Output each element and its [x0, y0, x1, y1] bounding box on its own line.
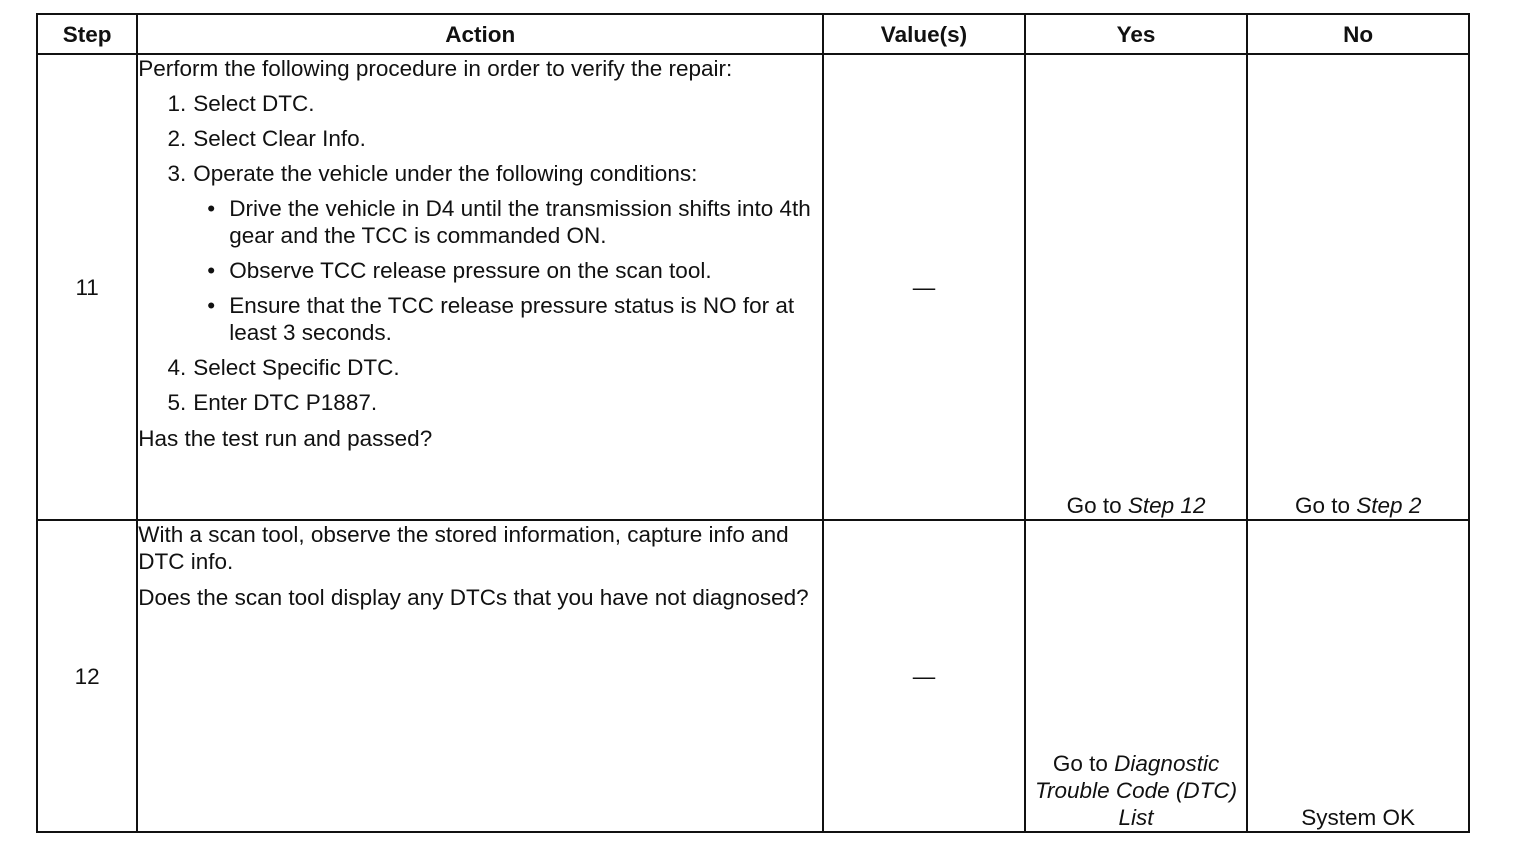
bullet-icon: •: [207, 293, 216, 318]
procedure-step-text: Operate the vehicle under the following conditions:: [193, 161, 698, 186]
condition-list: [193, 195, 822, 346]
action-question: Has the test run and passed?: [138, 426, 433, 451]
procedure-step-text: Enter DTC P1887.: [193, 390, 378, 415]
condition-item: [193, 195, 822, 249]
procedure-step-number: 4.: [167, 355, 187, 380]
value-cell: —: [823, 54, 1025, 520]
bullet-icon: •: [207, 196, 216, 221]
step-number: 12: [37, 520, 137, 832]
table-row-step-11: [37, 54, 1469, 520]
procedure-step-text: Select DTC.: [193, 91, 315, 116]
bullet-icon: •: [207, 258, 216, 283]
diagnostic-table: [36, 13, 1470, 833]
procedure-step-text: Select Clear Info.: [193, 126, 366, 151]
no-cell: System OK: [1247, 520, 1469, 832]
action-question: Does the scan tool display any DTCs that you have not diagnosed?: [138, 585, 809, 610]
procedure-step: [138, 90, 822, 117]
no-step-link[interactable]: Step 2: [1356, 493, 1422, 518]
header-step: Step: [37, 14, 137, 54]
action-intro: Perform the following procedure in order to verify the repair:: [138, 56, 733, 81]
yes-cell: [1025, 520, 1248, 832]
step-number: 11: [37, 54, 137, 520]
header-values: Value(s): [823, 14, 1025, 54]
no-prefix: Go to: [1294, 493, 1357, 518]
condition-text: Drive the vehicle in D4 until the transmission shifts into 4th gear and the TCC is commanded ON.: [229, 196, 811, 248]
action-cell: [137, 520, 823, 832]
yes-cell: [1025, 54, 1248, 520]
header-no: No: [1247, 14, 1469, 54]
procedure-list: [138, 90, 822, 416]
procedure-step: [138, 389, 822, 416]
value-cell: —: [823, 520, 1025, 832]
condition-text: Observe TCC release pressure on the scan tool.: [229, 258, 712, 283]
header-yes: Yes: [1025, 14, 1248, 54]
procedure-step-number: 5.: [167, 390, 187, 415]
action-cell: [137, 54, 823, 520]
yes-dtc-list-link[interactable]: Diagnostic Trouble Code (DTC) List: [1034, 751, 1238, 830]
procedure-step: [138, 160, 822, 346]
yes-step-link[interactable]: Step 12: [1127, 493, 1206, 518]
procedure-step: [138, 125, 822, 152]
procedure-step-text: Select Specific DTC.: [193, 355, 400, 380]
action-text: With a scan tool, observe the stored information, capture info and DTC info.: [138, 522, 789, 574]
procedure-step-number: 1.: [167, 91, 187, 116]
yes-prefix: Go to: [1052, 751, 1115, 776]
condition-item: [193, 257, 822, 284]
header-action: Action: [137, 14, 823, 54]
yes-prefix: Go to: [1066, 493, 1128, 518]
procedure-step-number: 2.: [167, 126, 187, 151]
condition-item: [193, 292, 822, 346]
header-row: [37, 14, 1469, 54]
procedure-step-number: 3.: [167, 161, 187, 186]
no-cell: [1247, 54, 1469, 520]
table-row-step-12: [37, 520, 1469, 832]
procedure-step: [138, 354, 822, 381]
condition-text: Ensure that the TCC release pressure status is NO for at least 3 seconds.: [229, 293, 795, 345]
